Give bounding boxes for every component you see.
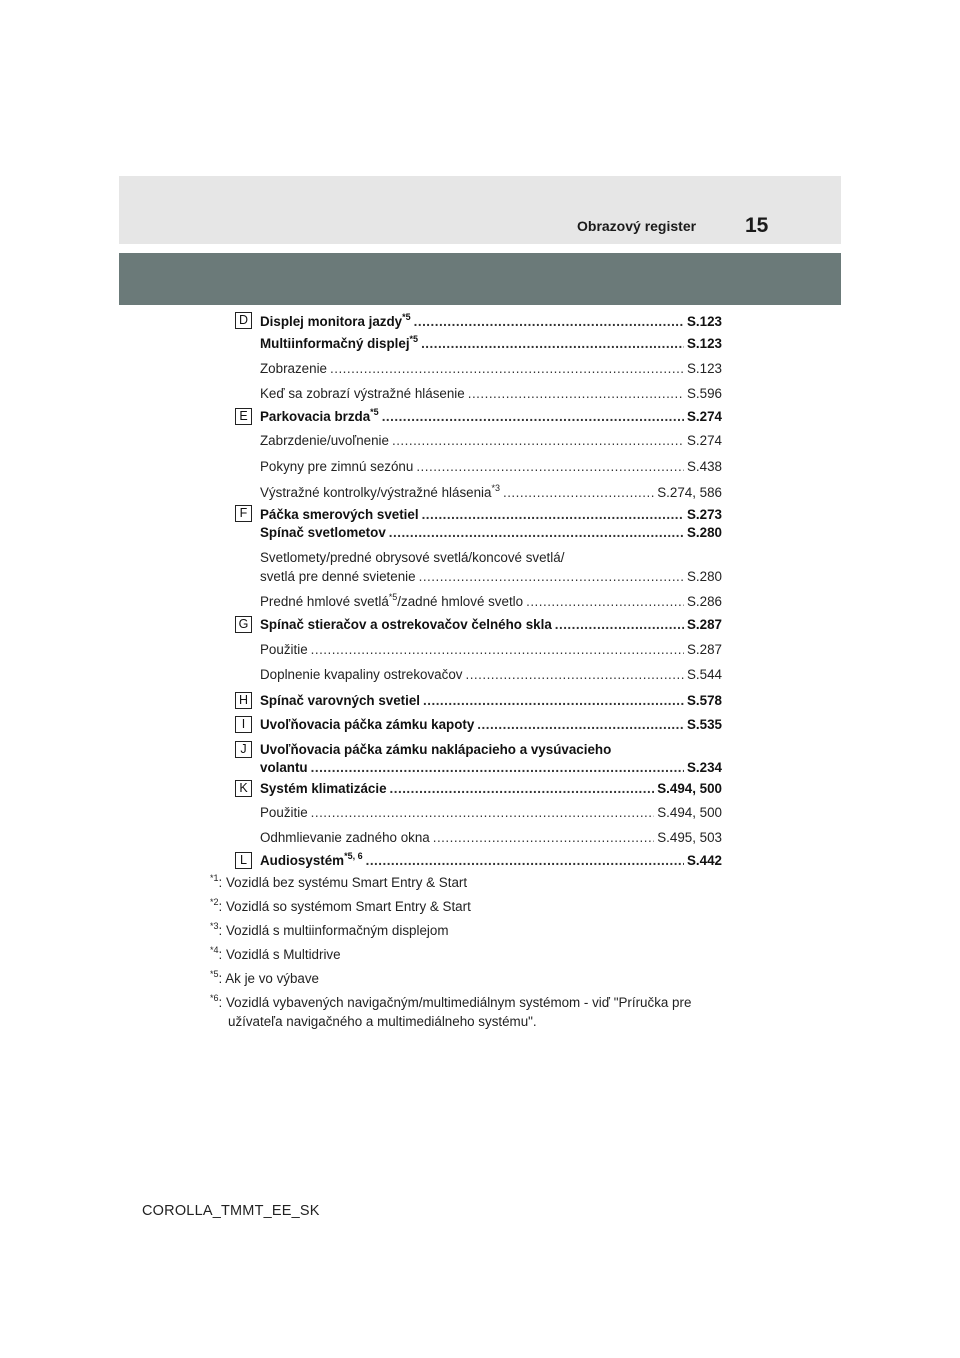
page-ref: S.442: [687, 853, 722, 868]
index-subentry[interactable]: Použitie ..... S.287: [260, 641, 722, 659]
page-ref: S.438: [687, 459, 722, 474]
page-ref: S.286: [687, 594, 722, 609]
index-letter-d: D: [235, 312, 252, 329]
page-ref: S.273: [687, 507, 722, 522]
index-entry[interactable]: Multiinformačný displej$^{*5}$ ..... S.123: [260, 335, 722, 353]
index-subentry[interactable]: Svetlomety/predné obrysové svetlá/koncové svetlá/ svetlá pre denné svietenie ..... S.280: [260, 549, 722, 586]
index-subentry[interactable]: Pokyny pre zimnú sezónu ..... S.438: [260, 458, 722, 476]
footnote: $^{*6}$: Vozidlá vybavených navigačným/multimediálnym systémom - viď "Príručka pre užívateľa navigačného a multimediálneho systému".: [210, 992, 692, 1029]
page-ref: S.287: [687, 642, 722, 657]
index-letter-i: I: [235, 716, 252, 733]
page-ref: S.234: [687, 760, 722, 775]
index-entry[interactable]: Systém klimatizácie ..... S.494, 500: [260, 780, 722, 798]
index-entry[interactable]: Displej monitora jazdy$^{*5}$ ..... S.123: [260, 313, 722, 331]
footnote: $^{*2}$: Vozidlá so systémom Smart Entry & Start: [210, 896, 471, 914]
index-subentry[interactable]: Keď sa zobrazí výstražné hlásenie ..... S.596: [260, 385, 722, 403]
index-entry[interactable]: Páčka smerových svetiel ..... S.273: [260, 506, 722, 524]
page-ref: S.123: [687, 361, 722, 376]
page-ref: S.280: [687, 525, 722, 540]
header-band: [119, 176, 841, 244]
footnote: $^{*5}$: Ak je vo výbave: [210, 968, 319, 986]
page-ref: S.495, 503: [657, 830, 722, 845]
index-letter-k: K: [235, 780, 252, 797]
index-letter-e: E: [235, 408, 252, 425]
index-letter-g: G: [235, 616, 252, 633]
page-ref: S.287: [687, 617, 722, 632]
index-entry[interactable]: Spínač stieračov a ostrekovačov čelného skla ..... S.287: [260, 616, 722, 634]
page-ref: S.274: [687, 409, 722, 424]
index-subentry[interactable]: Doplnenie kvapaliny ostrekovačov ..... S.544: [260, 666, 722, 684]
index-entry[interactable]: Spínač varovných svetiel ..... S.578: [260, 692, 722, 710]
footnote: $^{*3}$: Vozidlá s multiinformačným displejom: [210, 920, 449, 938]
index-subentry[interactable]: Zabrzdenie/uvoľnenie ..... S.274: [260, 432, 722, 450]
footnote: $^{*4}$: Vozidlá s Multidrive: [210, 944, 341, 962]
index-entry[interactable]: Spínač svetlometov ..... S.280: [260, 524, 722, 542]
page-ref: S.535: [687, 717, 722, 732]
index-entry[interactable]: Parkovacia brzda$^{*5}$ ..... S.274: [260, 408, 722, 426]
page-ref: S.494, 500: [657, 805, 722, 820]
page-ref: S.123: [687, 314, 722, 329]
index-letter-l: L: [235, 852, 252, 869]
page-ref: S.596: [687, 386, 722, 401]
section-title: Obrazový register: [577, 218, 697, 234]
document-code: COROLLA_TMMT_EE_SK: [142, 1203, 320, 1219]
index-subentry[interactable]: Odhmlievanie zadného okna ..... S.495, 503: [260, 829, 722, 847]
index-entry[interactable]: Uvoľňovacia páčka zámku kapoty ..... S.535: [260, 716, 722, 734]
index-entry[interactable]: Audiosystém$^{*5, 6}$ ..... S.442: [260, 852, 722, 870]
index-subentry[interactable]: Zobrazenie ..... S.123: [260, 360, 722, 378]
index-subentry[interactable]: Použitie ..... S.494, 500: [260, 804, 722, 822]
index-subentry[interactable]: Predné hmlové svetlá$^{*5}$/zadné hmlové svetlo ..... S.286: [260, 593, 722, 611]
page-ref: S.494, 500: [657, 781, 722, 796]
index-subentry[interactable]: Výstražné kontrolky/výstražné hlásenia$^{*3}$ ..... S.274, 586: [260, 484, 722, 502]
page-ref: S.280: [687, 569, 722, 584]
page-ref: S.274, 586: [657, 485, 722, 500]
index-entry[interactable]: Uvoľňovacia páčka zámku naklápacieho a vysúvacieho volantu ..... S.234: [260, 741, 722, 777]
page-ref: S.578: [687, 693, 722, 708]
page-number: 15: [745, 214, 769, 237]
page-ref: S.544: [687, 667, 722, 682]
index-letter-h: H: [235, 692, 252, 709]
footnote: $^{*1}$: Vozidlá bez systému Smart Entry & Start: [210, 872, 468, 890]
index-letter-j: J: [235, 741, 252, 758]
section-band: [119, 253, 841, 305]
page-ref: S.274: [687, 433, 722, 448]
index-letter-f: F: [235, 505, 252, 522]
page-ref: S.123: [687, 336, 722, 351]
